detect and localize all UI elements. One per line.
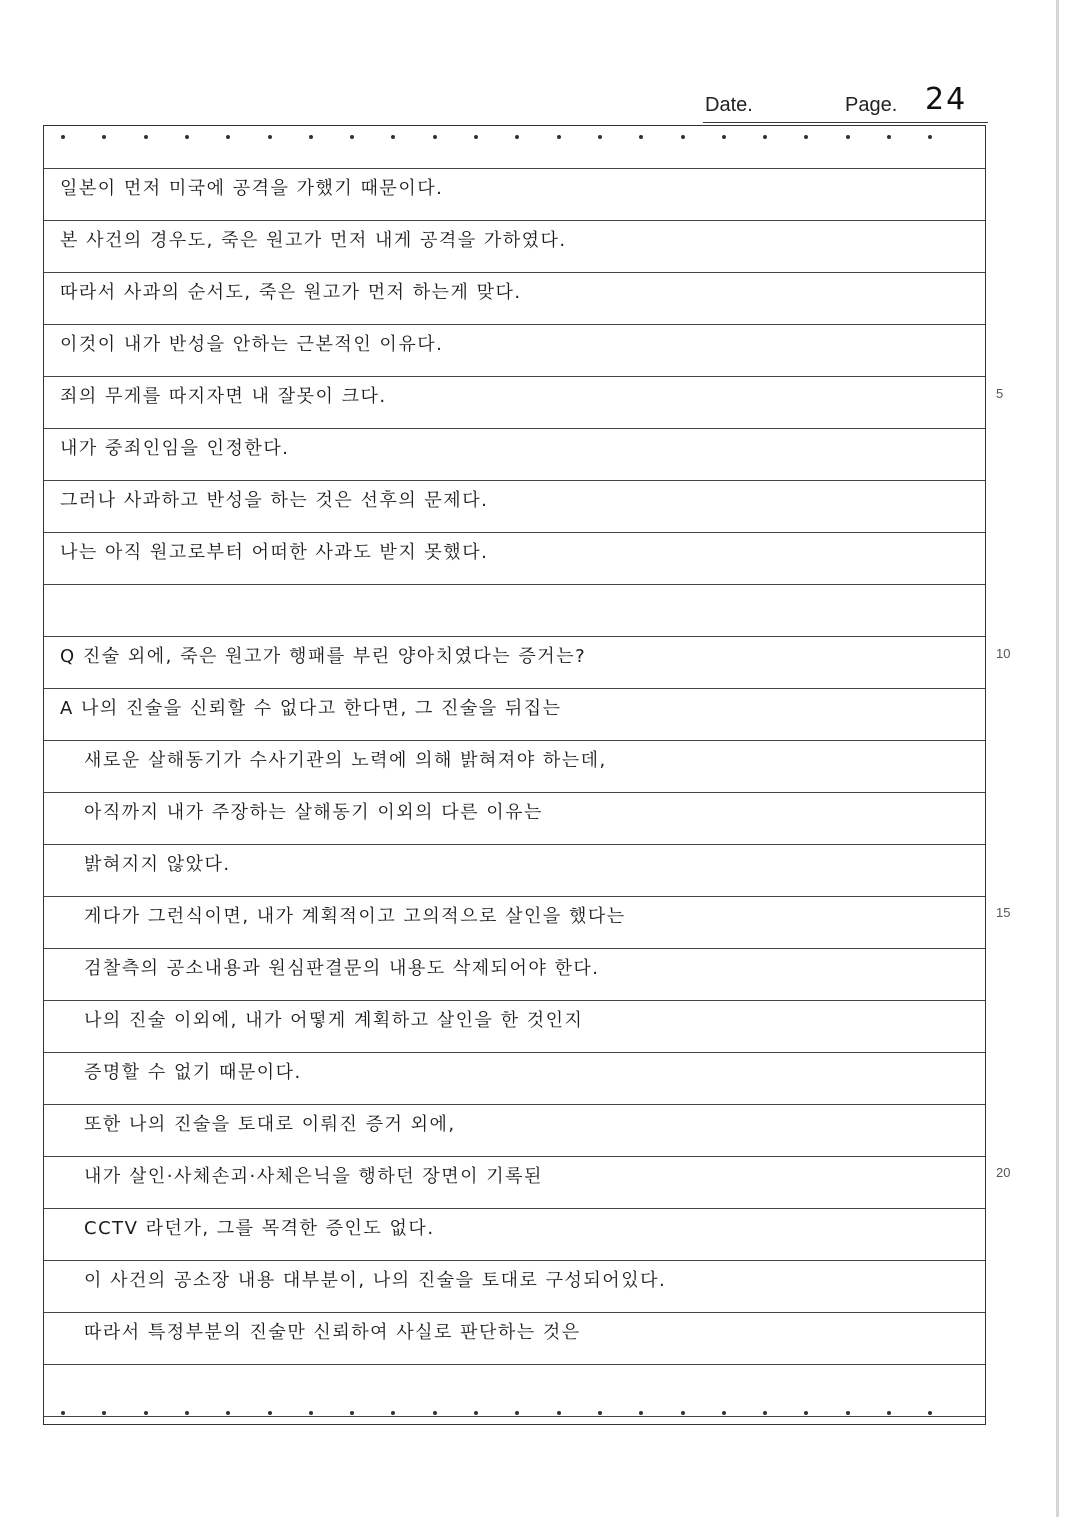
- handwritten-line: 이것이 내가 반성을 안하는 근본적인 이유다.: [60, 334, 444, 355]
- guide-dot: [846, 1411, 850, 1415]
- handwritten-line: Q 진술 외에, 죽은 원고가 행패를 부린 양아치였다는 증거는?: [60, 646, 587, 667]
- guide-dot: [226, 1411, 230, 1415]
- handwritten-line: 밝혀지지 않았다.: [84, 854, 231, 875]
- guide-dot: [681, 1411, 685, 1415]
- handwritten-line: CCTV 라던가, 그를 목격한 증인도 없다.: [84, 1218, 435, 1239]
- rule-line: [44, 1208, 985, 1209]
- guide-dot: [185, 135, 189, 139]
- rule-line: [44, 220, 985, 221]
- guide-dot: [391, 135, 395, 139]
- handwritten-line: 죄의 무게를 따지자면 내 잘못이 크다.: [60, 386, 387, 407]
- guide-dot: [474, 1411, 478, 1415]
- guide-dot: [144, 135, 148, 139]
- guide-dot: [433, 135, 437, 139]
- guide-dot: [639, 1411, 643, 1415]
- handwritten-line: 따라서 사과의 순서도, 죽은 원고가 먼저 하는게 맞다.: [60, 282, 522, 303]
- guide-dot: [61, 135, 65, 139]
- guide-dot: [763, 135, 767, 139]
- handwritten-line: 또한 나의 진술을 토대로 이뤄진 증거 외에,: [84, 1114, 456, 1135]
- line-number-10: 10: [996, 646, 1011, 661]
- handwritten-line: 그러나 사과하고 반성을 하는 것은 선후의 문제다.: [60, 490, 489, 511]
- guide-dot: [722, 135, 726, 139]
- handwritten-line: A 나의 진술을 신뢰할 수 없다고 한다면, 그 진술을 뒤집는: [60, 698, 562, 719]
- rule-line: [44, 480, 985, 481]
- rule-line: [44, 1156, 985, 1157]
- handwritten-line: 게다가 그런식이면, 내가 계획적이고 고의적으로 살인을 했다는: [84, 906, 626, 927]
- guide-dot: [928, 135, 932, 139]
- rule-line: [44, 1104, 985, 1105]
- guide-dot: [515, 1411, 519, 1415]
- rule-line: [44, 896, 985, 897]
- rule-line: [44, 1000, 985, 1001]
- handwritten-line: 본 사건의 경우도, 죽은 원고가 먼저 내게 공격을 가하였다.: [60, 230, 567, 251]
- rule-line: [44, 1364, 985, 1365]
- rule-line: [44, 636, 985, 637]
- rule-line: [44, 428, 985, 429]
- guide-dot: [928, 1411, 932, 1415]
- rule-line: [44, 532, 985, 533]
- guide-dot: [226, 135, 230, 139]
- guide-dot: [474, 135, 478, 139]
- guide-dot: [309, 1411, 313, 1415]
- page-header: [703, 82, 988, 123]
- guide-dot: [391, 1411, 395, 1415]
- rule-line: [44, 168, 985, 169]
- handwritten-line: 이 사건의 공소장 내용 대부분이, 나의 진술을 토대로 구성되어있다.: [84, 1270, 667, 1291]
- guide-dot: [639, 135, 643, 139]
- guide-dot: [804, 1411, 808, 1415]
- guide-dot: [515, 135, 519, 139]
- rule-line: [44, 584, 985, 585]
- guide-dot: [433, 1411, 437, 1415]
- guide-dot: [102, 1411, 106, 1415]
- guide-dot: [350, 135, 354, 139]
- guide-dot: [722, 1411, 726, 1415]
- rule-line: [44, 844, 985, 845]
- guide-dot: [846, 135, 850, 139]
- handwritten-line: 새로운 살해동기가 수사기관의 노력에 의해 밝혀져야 하는데,: [84, 750, 607, 771]
- line-number-5: 5: [996, 386, 1004, 401]
- rule-line: [44, 1312, 985, 1313]
- rule-line: [44, 272, 985, 273]
- handwritten-line: 검찰측의 공소내용과 원심판결문의 내용도 삭제되어야 한다.: [84, 958, 600, 979]
- handwritten-line: 따라서 특정부분의 진술만 신뢰하여 사실로 판단하는 것은: [84, 1322, 581, 1343]
- handwritten-line: 아직까지 내가 주장하는 살해동기 이외의 다른 이유는: [84, 802, 543, 823]
- rule-line: [44, 948, 985, 949]
- guide-dot: [598, 1411, 602, 1415]
- rule-line: [44, 1052, 985, 1053]
- guide-dot: [102, 135, 106, 139]
- handwritten-line: 증명할 수 없기 때문이다.: [84, 1062, 302, 1083]
- guide-dot: [185, 1411, 189, 1415]
- rule-line: [44, 324, 985, 325]
- guide-dot: [887, 135, 891, 139]
- rule-line: [44, 792, 985, 793]
- line-number-15: 15: [996, 905, 1011, 920]
- rule-line: [44, 740, 985, 741]
- guide-dot: [763, 1411, 767, 1415]
- rule-line: [44, 688, 985, 689]
- ruled-sheet: [43, 125, 986, 1425]
- guide-dot: [268, 135, 272, 139]
- page-label: Page.: [845, 94, 898, 116]
- guide-dot: [887, 1411, 891, 1415]
- scan-edge: [1056, 0, 1059, 1517]
- top-guide-dots: [44, 132, 985, 142]
- date-label: Date.: [705, 94, 753, 116]
- page-number: 24: [925, 82, 968, 117]
- rule-line: [44, 1416, 985, 1417]
- guide-dot: [309, 135, 313, 139]
- guide-dot: [557, 135, 561, 139]
- guide-dot: [681, 135, 685, 139]
- guide-dot: [350, 1411, 354, 1415]
- rule-line: [44, 1260, 985, 1261]
- rule-line: [44, 376, 985, 377]
- line-number-20: 20: [996, 1165, 1011, 1180]
- handwritten-line: 나의 진술 이외에, 내가 어떻게 계획하고 살인을 한 것인지: [84, 1010, 584, 1031]
- guide-dot: [144, 1411, 148, 1415]
- guide-dot: [598, 135, 602, 139]
- handwritten-line: 내가 중죄인임을 인정한다.: [60, 438, 290, 459]
- handwritten-line: 내가 살인·사체손괴·사체은닉을 행하던 장면이 기록된: [84, 1166, 543, 1187]
- handwritten-line: 나는 아직 원고로부터 어떠한 사과도 받지 못했다.: [60, 542, 489, 563]
- guide-dot: [557, 1411, 561, 1415]
- guide-dot: [804, 135, 808, 139]
- guide-dot: [268, 1411, 272, 1415]
- handwritten-line: 일본이 먼저 미국에 공격을 가했기 때문이다.: [60, 178, 444, 199]
- guide-dot: [61, 1411, 65, 1415]
